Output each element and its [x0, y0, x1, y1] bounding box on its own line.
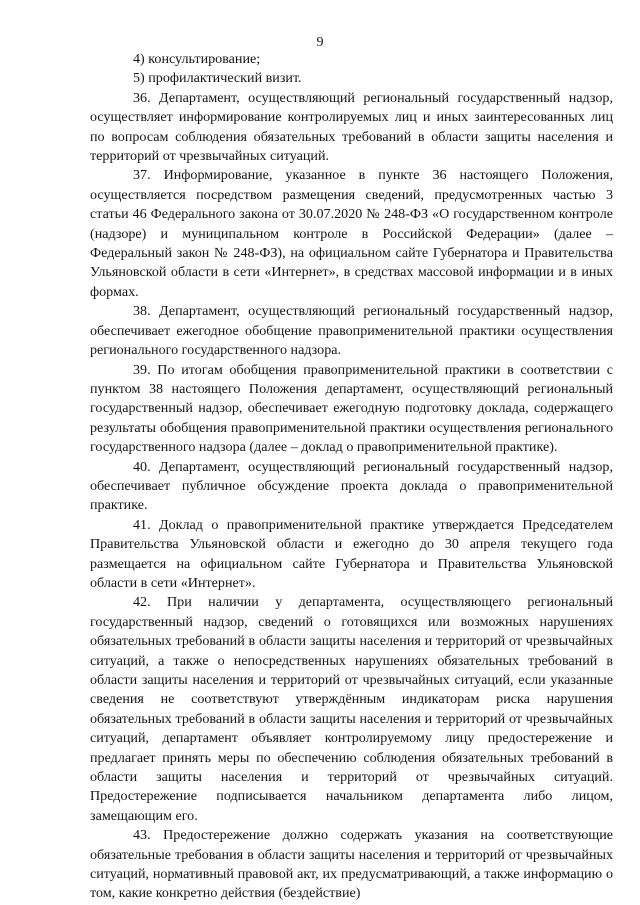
paragraph-39: 39. По итогам обобщения правоприменительной практики в соответствии с пунктом 38 настоящего Положения департамент, осуществляющий региональный государственный надзор, обеспечивает ежегодную подготовку доклада, содержащего результаты обобщения правоприменительной практики осуществления регионального государственного надзора (далее – доклад о правоприменительной практике).: [90, 361, 613, 456]
list-item-consulting: 4) консультирование;: [133, 51, 261, 67]
paragraph-38: 38. Департамент, осуществляющий региональный государственный надзор, обеспечивает ежегодное обобщение правоприменительной практики осуществления регионального государственного надзора.: [90, 303, 613, 359]
page-number: 9: [316, 34, 324, 50]
list-item-preventive-visit: 5) профилактический визит.: [133, 70, 302, 87]
paragraph-42: 42. При наличии у департамента, осуществляющего региональный государственный надзор, сведений о готовящихся или возможных нарушениях обязательных требований в области защиты населения и территорий от чрезвычайных ситуаций, а также о непосредственных нарушениях обязательных требований в области защиты населения и территорий от чрезвычайных ситуаций, если указанные сведения не соответствуют утверждённым индикаторам риска нарушения обязательных требований в области защиты населения и территорий от чрезвычайных ситуаций, департамент объявляет контролируемому лицу предостережение и предлагает принять меры по обеспечению соблюдения обязательных требований в области защиты населения и территорий от чрезвычайных ситуаций. Предостережение подписывается начальником департамента либо лицом, замещающим его.: [90, 594, 613, 824]
paragraph-37: 37. Информирование, указанное в пункте 36 настоящего Положения, осуществляется посредством размещения сведений, предусмотренных частью 3 статьи 46 Федерального закона от 30.07.2020 № 248-ФЗ «О государственном контроле (надзоре) и муниципальном контроле в Российской Федерации» (далее – Федеральный закон № 248-ФЗ), на официальном сайте Губернатора и Правительства Ульяновской области в сети «Интернет», в средствах массовой информации и в иных формах.: [90, 167, 613, 300]
document-body: [90, 50, 613, 904]
paragraph-41: 41. Доклад о правоприменительной практике утверждается Председателем Правительства Ульяновской области и ежегодно до 30 апреля текущего года размещается на официальном сайте Губернатора и Правительства Ульяновской области в сети «Интернет».: [90, 516, 613, 591]
paragraph-40: 40. Департамент, осуществляющий региональный государственный надзор, обеспечивает публичное обсуждение проекта доклада о правоприменительной практике.: [90, 458, 613, 514]
paragraph-36: 36. Департамент, осуществляющий региональный государственный надзор, осуществляет информирование контролируемых лиц и иных заинтересованных лиц по вопросам соблюдения обязательных требований в области защиты населения и территорий от чрезвычайных ситуаций.: [90, 89, 613, 165]
paragraph-43: 43. Предостережение должно содержать указания на соответствующие обязательные требования в области защиты населения и территорий от чрезвычайных ситуаций, нормативный правовой акт, их предусматривающий, а также информацию о том, какие конкретно действия (бездействие): [90, 827, 613, 902]
